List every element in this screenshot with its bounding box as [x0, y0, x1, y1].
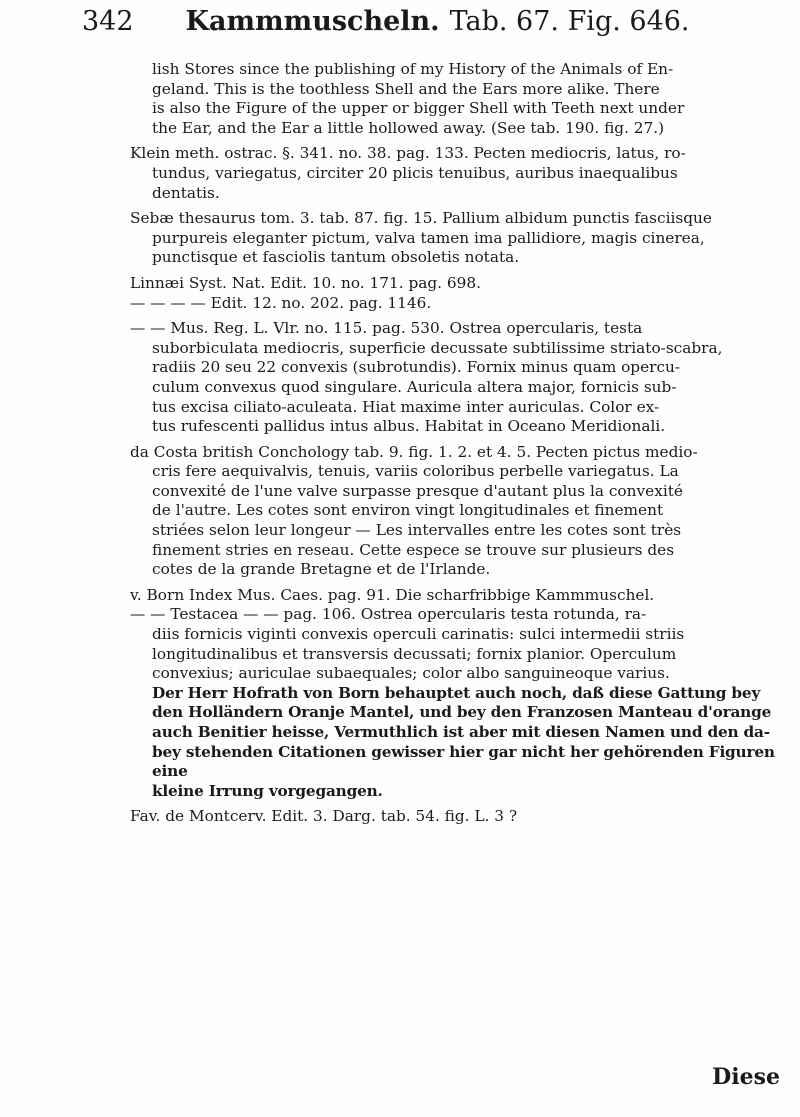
text-line: de l'autre. Les cotes sont environ vingt longitudinales et finement — [152, 501, 664, 520]
page-body — [130, 60, 775, 833]
citation-klein — [130, 144, 775, 203]
citation-seba — [130, 209, 775, 268]
text-line: Klein meth. ostrac. §. 341. no. 38. pag. 133. Pecten mediocris, latus, ro- — [130, 144, 686, 163]
english-citation-continued — [130, 60, 775, 138]
text-line: — — — — Edit. 12. no. 202. pag. 1146. — [130, 293, 432, 312]
running-title: Kammmuscheln. — [185, 6, 440, 37]
text-line: tus excisa ciliato-aculeata. Hiat maxime inter auriculas. Color ex- — [152, 397, 660, 416]
text-line: da Costa british Conchology tab. 9. fig. 1. 2. et 4. 5. Pecten pictus medio- — [130, 442, 698, 461]
text-line: Sebæ thesaurus tom. 3. tab. 87. fig. 15. Pallium albidum punctis fasciisque — [130, 209, 712, 228]
citation-von-born — [130, 586, 775, 802]
text-line: culum convexus quod singulare. Auricula altera major, fornicis sub- — [152, 377, 677, 396]
text-line: longitudinalibus et transversis decussati; fornix planior. Operculum — [152, 644, 677, 663]
text-line: cotes de la grande Bretagne et de l'Irlande. — [152, 560, 491, 579]
text-line: punctisque et fasciolis tantum obsoletis notata. — [152, 248, 520, 267]
text-line: tus rufescenti pallidus intus albus. Habitat in Oceano Meridionali. — [152, 417, 666, 436]
text-line: dentatis. — [152, 183, 220, 202]
text-line: convexité de l'une valve surpasse presque d'autant plus la convexité — [152, 481, 683, 500]
text-line: den Holländern Oranje Mantel, und bey den Franzosen Manteau d'orange — [152, 703, 772, 722]
text-line: — — Testacea — — pag. 106. Ostrea opercularis testa rotunda, ra- — [130, 605, 647, 624]
text-line: the Ear, and the Ear a little hollowed away. (See tab. 190. fig. 27.) — [152, 118, 665, 137]
text-line: suborbiculata mediocris, superficie decussate subtilissime striato-scabra, — [152, 338, 723, 357]
text-line: is also the Figure of the upper or bigger Shell with Teeth next under — [152, 99, 685, 118]
citation-da-costa — [130, 443, 775, 580]
text-line: — — Mus. Reg. L. Vlr. no. 115. pag. 530. Ostrea opercularis, testa — [130, 319, 643, 338]
citation-favart — [130, 807, 775, 827]
text-line: purpureis eleganter pictum, valva tamen ima pallidiore, magis cinerea, — [152, 228, 705, 247]
catchword: Diese — [712, 1064, 780, 1090]
text-line: lish Stores since the publishing of my History of the Animals of En- — [152, 60, 674, 78]
text-line: bey stehenden Citationen gewisser hier gar nicht her gehörenden Figuren eine — [152, 742, 775, 781]
text-line: striées selon leur longeur — Les intervalles entre les cotes sont très — [152, 521, 682, 540]
text-line: radiis 20 seu 22 convexis (subrotundis). Fornix minus quam opercu- — [152, 358, 681, 377]
text-line: tundus, variegatus, circiter 20 plicis tenuibus, auribus inaequalibus — [152, 163, 678, 182]
text-line: geland. This is the toothless Shell and the Ears more alike. There — [152, 79, 660, 98]
text-line: kleine Irrung vorgegangen. — [152, 781, 383, 800]
page-number: 342 — [82, 6, 134, 37]
citation-museum-regium — [130, 319, 775, 437]
text-line: Linnæi Syst. Nat. Edit. 10. no. 171. pag. 698. — [130, 273, 481, 292]
page-header — [82, 6, 782, 46]
text-line: diis fornicis viginti convexis operculi carinatis: sulci intermedii striis — [152, 625, 685, 644]
text-line: finement stries en reseau. Cette espece se trouve sur plusieurs des — [152, 540, 675, 559]
text-line: v. Born Index Mus. Caes. pag. 91. Die scharfribbige Kammmuschel. — [130, 585, 655, 604]
text-line: auch Benitier heisse, Vermuthlich ist aber mit diesen Namen und den da- — [152, 723, 770, 741]
text-line: Fav. de Montcerv. Edit. 3. Darg. tab. 54. fig. L. 3 ? — [130, 807, 518, 826]
text-line: convexius; auriculae subaequales; color albo sanguineoque varius. — [152, 664, 670, 683]
text-line: Der Herr Hofrath von Born behauptet auch noch, daß diese Gattung bey — [152, 683, 761, 702]
plate-reference: Tab. 67. Fig. 646. — [449, 6, 690, 37]
citation-linnaeus — [130, 274, 775, 313]
text-line: cris fere aequivalvis, tenuis, variis coloribus perbelle variegatus. La — [152, 462, 679, 481]
